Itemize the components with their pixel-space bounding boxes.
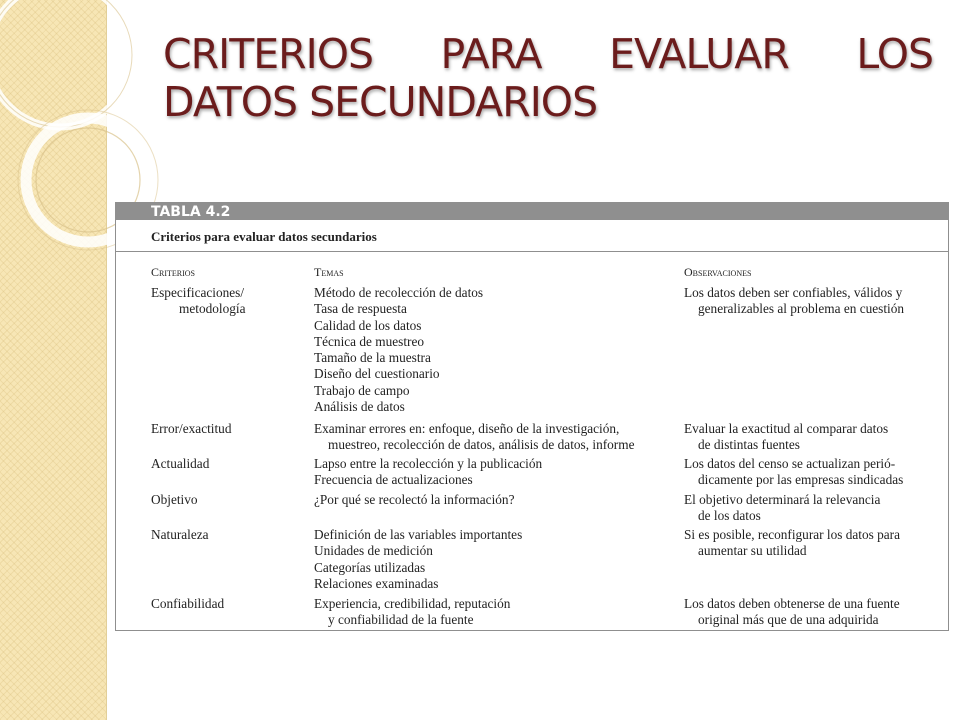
observaciones-cell-line: de distintas fuentes [698,437,800,453]
criterio-cell-line: Confiabilidad [151,596,225,611]
observaciones-cell [684,527,946,560]
criterio-cell-line: Naturaleza [151,527,209,542]
temas-cell-line: muestreo, recolección de datos, análisis de datos, informe [328,437,635,453]
observaciones-cell [684,456,946,489]
temas-cell-line: Tasa de respuesta [314,301,407,317]
temas-cell-line: Tamaño de la muestra [314,350,431,366]
temas-cell-line: Calidad de los datos [314,317,422,333]
criteria-table [115,202,949,631]
observaciones-cell-line: generalizables al problema en cuestión [698,301,905,317]
criterio-cell-line: Actualidad [151,456,210,471]
temas-cell-line: Método de recolección de datos [314,285,484,300]
table-caption: Criterios para evaluar datos secundarios [151,229,377,244]
temas-cell-line: Definición de las variables importantes [314,527,523,542]
table-column-headers [116,252,948,281]
temas-cell-line: Unidades de medición [314,543,433,559]
observaciones-cell-line: Los datos deben obtenerse de una fuente [684,596,900,611]
observaciones-cell-line: dicamente por las empresas sindicadas [698,472,904,488]
observaciones-cell-line: Los datos del censo se actualizan perió- [684,456,896,471]
criterio-cell-line: Especificaciones/ [151,285,245,300]
slide-title-line-1: CRITERIOS PARA EVALUAR LOS [163,30,933,78]
criterio-cell [151,492,301,508]
temas-cell-line: Frecuencia de actualizaciones [314,472,473,488]
observaciones-cell-line: Los datos deben ser confiables, válidos y [684,285,903,300]
temas-cell-line: Análisis de datos [314,399,405,415]
criterio-cell-line: Error/exactitud [151,421,232,436]
observaciones-cell [684,285,946,318]
temas-cell-line: Técnica de muestreo [314,333,425,349]
criterio-cell-line: Objetivo [151,492,198,507]
observaciones-cell-line: original más que de una adquirida [698,612,879,628]
temas-cell-line: Relaciones examinadas [314,575,439,591]
temas-cell-line: Examinar errores en: enfoque, diseño de la investigación, [314,421,620,436]
observaciones-cell-line: de los datos [698,508,761,524]
observaciones-cell-line: El objetivo determinará la relevancia [684,492,881,507]
criterio-cell [151,596,301,612]
temas-cell [314,285,674,415]
column-header-criterios: Criterios [151,265,196,279]
temas-cell-line: Experiencia, credibilidad, reputación [314,596,511,611]
observaciones-cell-line: aumentar su utilidad [698,543,807,559]
temas-cell [314,456,674,489]
temas-cell [314,596,674,629]
observaciones-cell [684,492,946,525]
temas-cell-line: Trabajo de campo [314,382,410,398]
temas-cell [314,421,674,454]
temas-cell-line: Lapso entre la recolección y la publicación [314,456,543,471]
temas-cell-line: Categorías utilizadas [314,559,426,575]
criterio-cell-line: metodología [179,301,246,317]
slide-title-line-2: DATOS SECUNDARIOS [163,78,598,126]
column-header-temas: Temas [314,265,344,279]
observaciones-cell [684,596,946,629]
column-header-observaciones: Observaciones [684,265,752,279]
temas-cell-line: y confiabilidad de la fuente [328,612,474,628]
temas-cell [314,492,674,508]
observaciones-cell-line: Evaluar la exactitud al comparar datos [684,421,889,436]
temas-cell-line: ¿Por qué se recolectó la información? [314,492,515,507]
criterio-cell [151,421,301,437]
table-label: TABLA 4.2 [116,203,948,220]
temas-cell [314,527,674,592]
slide-title [163,30,933,126]
criterio-cell [151,527,301,543]
temas-cell-line: Diseño del cuestionario [314,366,440,382]
criterio-cell [151,456,301,472]
observaciones-cell-line: Si es posible, reconfigurar los datos para [684,527,901,542]
observaciones-cell [684,421,946,454]
criterio-cell [151,285,301,318]
